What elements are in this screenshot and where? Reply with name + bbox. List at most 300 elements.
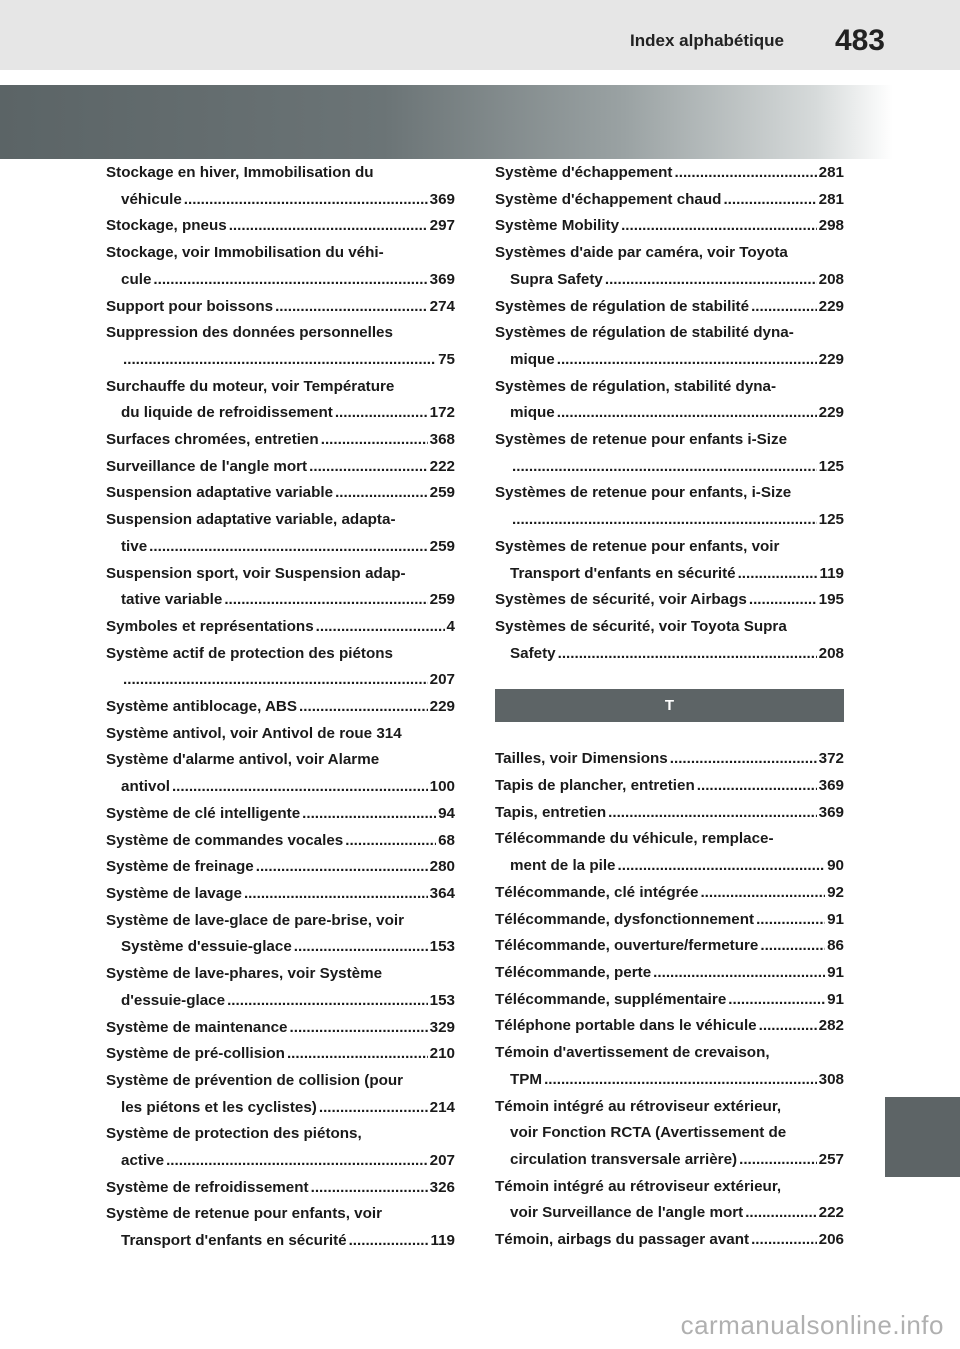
page-reference: 207 (429, 671, 455, 689)
page-reference: 86 (827, 937, 844, 955)
index-entry (106, 480, 455, 507)
dot-leader (738, 561, 818, 588)
index-entry (106, 294, 455, 321)
index-entry-line (106, 507, 455, 534)
entry-text: Systèmes de régulation de stabilité (495, 297, 750, 315)
dot-leader (316, 614, 445, 641)
entry-text: Système de freinage (106, 858, 254, 876)
page-reference: 91 (827, 910, 844, 928)
index-entry-line (495, 773, 844, 800)
entry-text: Stockage, voir Immobilisation du véhi- (106, 244, 384, 262)
index-entry-line (495, 641, 844, 668)
page-reference: 369 (429, 270, 455, 288)
entry-text: tive (121, 537, 148, 555)
page-reference: 119 (430, 1232, 455, 1250)
entry-text: Surfaces chromées, entretien (106, 431, 319, 449)
dot-leader (227, 988, 428, 1015)
index-entry-line (106, 400, 455, 427)
entry-text: Systèmes de sécurité, voir Toyota Supra (495, 617, 787, 635)
index-entry (106, 641, 455, 694)
index-entry-line (106, 694, 455, 721)
dot-leader (739, 1147, 817, 1174)
index-entry (495, 480, 844, 533)
dot-leader (335, 400, 428, 427)
index-entry (106, 454, 455, 481)
index-entry (495, 1013, 844, 1040)
entry-text: Témoin intégré au rétroviseur extérieur, (495, 1097, 782, 1115)
entry-text: cule (121, 270, 152, 288)
page-reference: 92 (827, 883, 844, 901)
dot-leader (287, 1041, 428, 1068)
index-group-t (495, 746, 844, 1253)
index-entry-line (106, 721, 455, 748)
index-entry-line (106, 1121, 455, 1148)
index-entry-line (495, 427, 844, 454)
index-entry (106, 160, 455, 213)
page-reference: 75 (438, 350, 455, 368)
page-reference: 280 (429, 858, 455, 876)
index-entry (106, 801, 455, 828)
index-entry (106, 828, 455, 855)
page-reference: 208 (818, 644, 844, 662)
entry-text: d'essuie-glace (121, 991, 226, 1009)
page-reference: 172 (429, 404, 455, 422)
index-entry-line (106, 1015, 455, 1042)
dot-leader (751, 294, 817, 321)
entry-text: Système de prévention de collision (pour (106, 1071, 404, 1089)
page-reference: 153 (429, 938, 455, 956)
index-entry (106, 240, 455, 293)
entry-text: Surchauffe du moteur, voir Température (106, 377, 395, 395)
entry-text: Télécommande, ouverture/fermeture (495, 937, 759, 955)
dot-leader (184, 187, 428, 214)
entry-text: Suppression des données personnelles (106, 324, 393, 342)
entry-text: Témoin d'avertissement de crevaison, (495, 1044, 770, 1062)
page-reference: 90 (827, 857, 844, 875)
dot-leader (557, 347, 817, 374)
index-entry-line (495, 267, 844, 294)
index-entry-line (106, 427, 455, 454)
index-entry-line (106, 1228, 455, 1255)
page-reference: 229 (818, 404, 844, 422)
index-entry-line (495, 933, 844, 960)
index-entry (106, 908, 455, 961)
entry-text: Symboles et représentations (106, 617, 314, 635)
page-reference: 281 (818, 190, 844, 208)
index-entry-line (106, 213, 455, 240)
index-entry (106, 374, 455, 427)
index-entry (106, 1201, 455, 1254)
dot-leader (557, 400, 817, 427)
dot-leader (759, 1013, 817, 1040)
index-entry-line (495, 187, 844, 214)
dot-leader (756, 907, 825, 934)
index-entry (495, 160, 844, 187)
index-entry-line (495, 347, 844, 374)
entry-text: Stockage, pneus (106, 217, 227, 235)
page-reference: 274 (429, 297, 455, 315)
index-entry-line (495, 960, 844, 987)
index-entry (495, 746, 844, 773)
index-entry-line (106, 641, 455, 668)
entry-text: active (121, 1152, 165, 1170)
index-entry-line (106, 347, 455, 374)
index-entry-line (106, 1201, 455, 1228)
index-entry (495, 880, 844, 907)
dot-leader (349, 1228, 429, 1255)
dot-leader (166, 1148, 428, 1175)
entry-text: Surveillance de l'angle mort (106, 457, 308, 475)
page-reference: 91 (827, 990, 844, 1008)
index-entry-line (106, 988, 455, 1015)
dot-leader (345, 828, 436, 855)
index-entry (495, 187, 844, 214)
entry-text: Systèmes de régulation, stabilité dyna- (495, 377, 777, 395)
entry-text: Système de clé intelligente (106, 804, 301, 822)
index-entry-line (106, 881, 455, 908)
page-reference: 229 (818, 297, 844, 315)
index-entry (106, 1068, 455, 1121)
index-entry-line (106, 801, 455, 828)
page-reference: 125 (818, 457, 844, 475)
index-entry-line (106, 320, 455, 347)
entry-text: Télécommande du véhicule, remplace- (495, 830, 774, 848)
index-entry-line (106, 961, 455, 988)
dot-leader (335, 480, 428, 507)
entry-text: antivol (121, 778, 170, 796)
index-entry-line (495, 320, 844, 347)
page-reference: 125 (818, 511, 844, 529)
index-entry (106, 213, 455, 240)
dot-leader (544, 1067, 817, 1094)
index-entry-line (495, 507, 844, 534)
dot-leader (290, 1015, 428, 1042)
index-entry-line (495, 987, 844, 1014)
entry-text: Système d'alarme antivol, voir Alarme (106, 751, 380, 769)
entry-text: Système antiblocage, ABS (106, 698, 298, 716)
dot-leader (309, 454, 428, 481)
index-entry-line (106, 1041, 455, 1068)
index-entry-line (495, 400, 844, 427)
index-entry (106, 614, 455, 641)
index-entry-line (495, 880, 844, 907)
page-reference: 297 (429, 217, 455, 235)
index-entry (495, 240, 844, 293)
index-entry-line (495, 800, 844, 827)
index-entry (495, 960, 844, 987)
index-entry (495, 826, 844, 879)
entry-text: Système d'échappement (495, 164, 673, 181)
dot-leader (700, 880, 825, 907)
page-reference: 329 (429, 1018, 455, 1036)
index-entry-line (495, 853, 844, 880)
page-reference: 229 (429, 698, 455, 716)
index-entry-line (495, 1174, 844, 1201)
entry-text: du liquide de refroidissement (121, 404, 333, 422)
page-reference: 222 (818, 1204, 844, 1222)
page-reference: 257 (818, 1150, 844, 1168)
entry-text: Système actif de protection des piétons (106, 644, 393, 662)
dot-leader (294, 934, 428, 961)
index-entry (495, 614, 844, 667)
page-reference: 119 (819, 564, 844, 582)
index-entry-line (106, 480, 455, 507)
entry-text: Système de refroidissement (106, 1178, 309, 1196)
page-reference: 369 (429, 190, 455, 208)
index-entry-line (495, 374, 844, 401)
index-entry (495, 1174, 844, 1227)
index-entry-line (106, 240, 455, 267)
dot-leader (653, 960, 825, 987)
dot-leader (608, 800, 817, 827)
index-entry-line (495, 587, 844, 614)
dot-leader (558, 641, 817, 668)
index-entry (106, 721, 455, 748)
entry-text: Tapis de plancher, entretien (495, 777, 695, 795)
dot-leader (618, 853, 826, 880)
entry-text: Transport d'enfants en sécurité (510, 564, 736, 582)
index-entry (495, 987, 844, 1014)
section-title: Index alphabétique (630, 31, 784, 50)
dot-leader (670, 746, 817, 773)
page-header (0, 0, 960, 70)
page-reference: 195 (818, 591, 844, 609)
dot-leader (153, 267, 427, 294)
page-reference: 259 (429, 537, 455, 555)
index-entry (495, 1227, 844, 1254)
entry-text: mique (510, 350, 555, 368)
index-entry-line (106, 774, 455, 801)
dot-leader (123, 667, 428, 694)
index-entry-line (495, 480, 844, 507)
index-column-right (495, 160, 844, 1254)
entry-text: mique (510, 404, 555, 422)
entry-text: Système de protection des piétons, (106, 1125, 362, 1143)
dot-leader (321, 427, 428, 454)
index-entry-line (495, 1067, 844, 1094)
entry-text: Support pour boissons (106, 297, 274, 315)
entry-text: les piétons et les cyclistes) (121, 1098, 317, 1116)
entry-text: Systèmes d'aide par caméra, voir Toyota (495, 244, 788, 262)
entry-text: Systèmes de retenue pour enfants, i-Size (495, 484, 792, 502)
index-entry-line (106, 454, 455, 481)
entry-text: circulation transversale arrière) (510, 1150, 738, 1168)
index-entry (495, 1094, 844, 1174)
index-entry (495, 800, 844, 827)
index-entry (495, 320, 844, 373)
dot-leader (512, 507, 817, 534)
letter-header-t: T (495, 689, 844, 722)
index-entry (495, 294, 844, 321)
entry-text: Suspension adaptative variable, adapta- (106, 511, 396, 529)
index-entry (495, 587, 844, 614)
page-reference: 214 (429, 1098, 455, 1116)
index-entry-line (106, 1095, 455, 1122)
index-entry-line (106, 908, 455, 935)
entry-text: Safety (510, 644, 556, 662)
page-reference: 206 (818, 1231, 844, 1249)
index-entry (106, 1015, 455, 1042)
page-reference: 210 (429, 1045, 455, 1063)
page-reference: 308 (818, 1070, 844, 1088)
index-entry-line (495, 213, 844, 240)
entry-text: Transport d'enfants en sécurité (121, 1232, 347, 1250)
watermark: carmanualsonline.info (680, 1310, 944, 1340)
page-reference: 222 (429, 457, 455, 475)
dot-leader (319, 1095, 428, 1122)
index-entry (495, 907, 844, 934)
entry-text: Système antivol, voir Antivol de roue 314 (106, 724, 402, 742)
index-entry-line (495, 240, 844, 267)
page-reference: 100 (429, 778, 455, 796)
entry-text: Suspension adaptative variable (106, 484, 334, 502)
entry-text: Télécommande, supplémentaire (495, 990, 727, 1008)
index-entry-line (495, 746, 844, 773)
dot-leader (123, 347, 436, 374)
entry-text: Système d'échappement chaud (495, 190, 722, 208)
index-entry (495, 427, 844, 480)
dot-leader (512, 454, 817, 481)
index-entry-line (495, 1200, 844, 1227)
entry-text: TPM (510, 1070, 543, 1088)
page-reference: 281 (818, 164, 844, 181)
dot-leader (299, 694, 428, 721)
index-entry-line (106, 534, 455, 561)
entry-text: Système Mobility (495, 217, 620, 235)
page-reference: 4 (446, 617, 455, 635)
index-entry-line (495, 1227, 844, 1254)
index-entry-line (495, 1094, 844, 1121)
entry-text: Tailles, voir Dimensions (495, 750, 668, 768)
page-reference: 91 (827, 963, 844, 981)
entry-text: Suspension sport, voir Suspension adap- (106, 564, 406, 582)
index-entry (106, 561, 455, 614)
index-entry (106, 1121, 455, 1174)
index-entry-line (106, 1148, 455, 1175)
index-entry-line (495, 826, 844, 853)
dot-leader (751, 1227, 817, 1254)
page-reference: 282 (818, 1017, 844, 1035)
index-entry-line (106, 587, 455, 614)
page-reference: 369 (818, 803, 844, 821)
dot-leader (311, 1175, 428, 1202)
index-entry (106, 747, 455, 800)
dot-leader (172, 774, 428, 801)
page-reference: 259 (429, 484, 455, 502)
index-entry (106, 961, 455, 1014)
index-entry-line (106, 187, 455, 214)
entry-text: Tapis, entretien (495, 803, 607, 821)
entry-text: voir Surveillance de l'angle mort (510, 1204, 744, 1222)
entry-text: Systèmes de retenue pour enfants i-Size (495, 431, 788, 449)
page-reference: 229 (818, 350, 844, 368)
page-reference: 207 (429, 1152, 455, 1170)
page-reference: 208 (818, 270, 844, 288)
index-column-left (106, 160, 455, 1255)
index-entry-line (495, 561, 844, 588)
entry-text: voir Fonction RCTA (Avertissement de (510, 1124, 787, 1142)
entry-text: tative variable (121, 591, 223, 609)
index-entry (495, 213, 844, 240)
page-reference: 364 (429, 884, 455, 902)
index-entry-line (495, 907, 844, 934)
dot-leader (621, 213, 817, 240)
index-entry (106, 881, 455, 908)
page-reference: 94 (438, 804, 455, 822)
index-entry (106, 507, 455, 560)
dot-leader (256, 854, 428, 881)
entry-text: Télécommande, clé intégrée (495, 883, 699, 901)
dot-leader (275, 294, 428, 321)
dot-leader (244, 881, 428, 908)
index-entry (495, 773, 844, 800)
index-entry-line (106, 267, 455, 294)
entry-text: Système de maintenance (106, 1018, 288, 1036)
index-entry-line (106, 1175, 455, 1202)
index-entry-line (495, 1120, 844, 1147)
dot-leader (149, 534, 427, 561)
entry-text: Stockage en hiver, Immobilisation du (106, 164, 374, 181)
entry-text: Télécommande, perte (495, 963, 652, 981)
entry-text: Système de retenue pour enfants, voir (106, 1205, 382, 1223)
index-entry-line (495, 1040, 844, 1067)
index-entry-line (106, 667, 455, 694)
entry-text: Systèmes de retenue pour enfants, voir (495, 537, 780, 555)
dot-leader (745, 1200, 816, 1227)
index-entry-line (106, 1068, 455, 1095)
page-reference: 259 (429, 591, 455, 609)
index-entry-line (106, 934, 455, 961)
dot-leader (675, 160, 817, 187)
dot-leader (224, 587, 427, 614)
dot-leader (749, 587, 817, 614)
index-entry-line (106, 614, 455, 641)
dot-leader (723, 187, 816, 214)
entry-text: Système de lave-glace de pare-brise, voir (106, 911, 404, 929)
entry-text: Système de lave-phares, voir Système (106, 965, 383, 983)
page-reference: 368 (429, 431, 455, 449)
page-reference: 326 (429, 1178, 455, 1196)
index-entry-line (495, 1147, 844, 1174)
index-entry-line (495, 1013, 844, 1040)
index-entry-line (106, 854, 455, 881)
page-reference: 369 (818, 777, 844, 795)
index-group-s-continued (495, 160, 844, 667)
entry-text: Systèmes de sécurité, voir Airbags (495, 591, 747, 609)
index-entry-line (495, 534, 844, 561)
index-entry (106, 320, 455, 373)
entry-text: Téléphone portable dans le véhicule (495, 1017, 757, 1035)
dot-leader (605, 267, 817, 294)
index-entry-line (106, 828, 455, 855)
index-entry (106, 427, 455, 454)
index-entry-line (106, 294, 455, 321)
page-reference: 68 (438, 831, 455, 849)
dot-leader (760, 933, 825, 960)
page-reference: 298 (818, 217, 844, 235)
index-entry-line (495, 454, 844, 481)
entry-text: Systèmes de régulation de stabilité dyna- (495, 324, 794, 342)
index-entry-line (106, 561, 455, 588)
entry-text: Témoin, airbags du passager avant (495, 1231, 750, 1249)
entry-text: Système de pré-collision (106, 1045, 285, 1063)
entry-text: Témoin intégré au rétroviseur extérieur, (495, 1177, 782, 1195)
decorative-band (0, 85, 960, 159)
dot-leader (697, 773, 817, 800)
dot-leader (728, 987, 825, 1014)
index-entry (495, 534, 844, 587)
page-reference: 153 (429, 991, 455, 1009)
